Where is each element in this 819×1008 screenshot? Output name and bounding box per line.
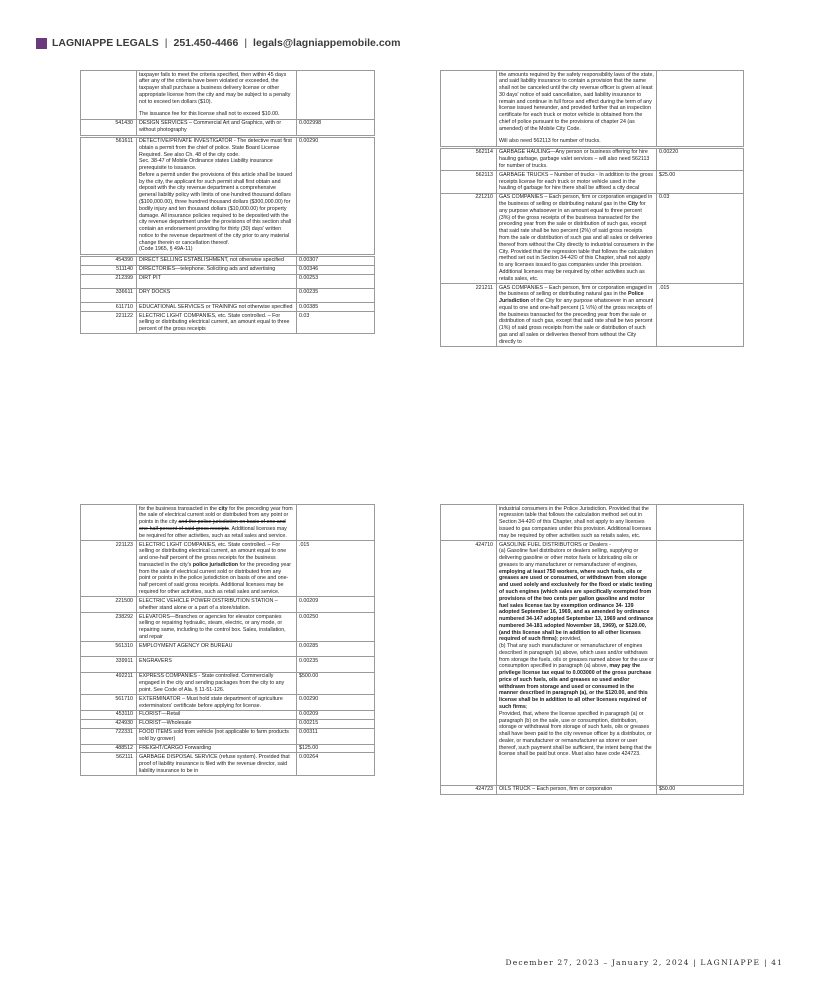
row-description: EMPLOYMENT AGENCY OR BUREAU — [137, 642, 297, 657]
row-description: taxpayer fails to meet the criteria specified, then within 45 days after any of the criteria have been violated or exceeded, the taxpayer shall purchase a business delivery license or other appropriate license from the city and may be subject to a penalty not to exceed ten dollars ($10). — [139, 71, 291, 105]
row-description: (a) Gasoline fuel distributors or dealers selling, supplying or delivering gasoline or other motor fuels or lubricating oils or greases to any manufacturer or remanufacturer of engines, employing at least 750 workers, where such fuels, oils or greases are used or consumed, or withdrawn from storage and used solely and exclusively for the fixed or static testing of such engines (which sales are specifically exempted from provisions of the two cents per gallon gasoline and motor fuel sales license tax by exemption ordinance 34- 139 adopted September 16, 1969, and as amended by ordinance numbered 34-147 adopted September 13, 1969 and ordinance numbered 34-181 adopted November 18, 1969), or $120.00, (and this license shall be in addition to all other licenses required of such firms); provided, — [499, 548, 654, 643]
row-description: GARBAGE HAULING—Any person or business offering for hire hauling garbage, garbage valet services – will also need 562113 for number of trucks. — [497, 148, 657, 170]
table-row — [441, 785, 744, 794]
page-header — [36, 36, 400, 50]
table-row — [81, 753, 375, 775]
row-description: ELECTRIC LIGHT COMPANIES, etc. State controlled. – For selling or distributing electrical current, an amount equal to three percent of the gross receipts — [137, 311, 297, 333]
table-row — [441, 505, 744, 541]
row-rate: .015 — [297, 541, 375, 597]
row-rate: 0.00215 — [297, 719, 375, 728]
row-code: 238292 — [81, 613, 137, 642]
row-description: GARBAGE DISPOSAL SERVICE (refuse system). Provided that proof of liability insurance is filed with the revenue director, said liability insurance to be in — [137, 753, 297, 775]
header-email[interactable]: legals@lagniappemobile.com — [253, 37, 401, 49]
row-rate: 0.00235 — [297, 288, 375, 302]
table-row — [81, 657, 375, 672]
row-code: 424710 — [441, 541, 497, 786]
row-code: 221123 — [81, 541, 137, 597]
row-rate: $50.00 — [657, 785, 744, 794]
row-rate: 0.00385 — [297, 302, 375, 311]
license-table-bottom-left — [80, 504, 375, 776]
row-rate: 0.00250 — [297, 613, 375, 642]
table-row — [81, 288, 375, 302]
footer-separator: | — [693, 958, 697, 967]
row-description: Will also need 562113 for number of trucks. — [499, 138, 601, 145]
row-description: FREIGHT/CARGO Forwarding — [137, 744, 297, 753]
row-code: 424930 — [81, 719, 137, 728]
table-row — [81, 311, 375, 333]
table-row — [81, 695, 375, 711]
row-code: 511140 — [81, 265, 137, 274]
row-code: 221211 — [441, 283, 497, 346]
row-description: for the business transacted in the city for the preceding year from the sale of electrical current sold or distributed from any point or points in the city and the police jurisdiction on basis of one and one-half percent of said gross receipts. Additional licenses may be required for other activities, such as retail sales and service. — [139, 505, 293, 539]
row-rate: 0.00285 — [297, 642, 375, 657]
row-code: 453110 — [81, 710, 137, 719]
header-brand: LAGNIAPPE LEGALS — [52, 37, 159, 49]
row-description: DIRT PIT — [137, 274, 297, 288]
table-row — [81, 710, 375, 719]
row-rate: .015 — [657, 283, 744, 346]
row-description: FOOD ITEMS sold from vehicle (not applicable to farm products sold by grower) — [137, 728, 297, 744]
row-description: GARBAGE TRUCKS – Number of trucks - In addition to the gross receipts license for each truck or motor vehicle used in the hauling of garbage for hire there shall be affixed a city decal — [497, 171, 657, 193]
row-rate: $25.00 — [657, 171, 744, 193]
row-description: EXPRESS COMPANIES - State controlled. Commercially engaged in the city and sending packages from the city to any point. See Code of Ala. § 11-51-126. — [137, 672, 297, 694]
table-row — [441, 193, 744, 283]
row-rate: 0.00209 — [297, 710, 375, 719]
table-row — [81, 642, 375, 657]
table-row — [81, 137, 375, 254]
row-code: 561710 — [81, 695, 137, 711]
table-row — [81, 274, 375, 288]
row-description: ELECTRIC LIGHT COMPANIES, etc. State controlled. – For selling or distributing electrical current, an amount equal to one and one-half percent of the gross receipts for the business transacted in the city's police jurisdiction for the preceding year from the sale of electrical current sold or distributed from any point or points in the police jurisdiction on basis of one and one-half percent of said gross receipts. Additional licenses may be required for other activities, such as retail sales and service. — [139, 541, 292, 595]
row-rate: 0.002998 — [297, 119, 375, 135]
page-number: 41 — [771, 958, 783, 967]
row-description: the amounts required by the safety responsibility laws of the state, and said liability insurance to contain a provision that the same shall not be canceled until the city revenue officer is given at least 30 days' notice of said cancellation, said liability insurance to remain and continue in full force and effect during the term of any license issued hereunder, and provided further that an inspection certificate for each truck or motor vehicle is obtained from the chief of police pursuant to the provisions of chapter 24 (as amended) of the Mobile City Code. — [499, 71, 654, 132]
row-rate: 0.03 — [657, 193, 744, 283]
row-code: 424723 — [441, 785, 497, 794]
table-row — [81, 256, 375, 265]
license-table-top-right — [440, 70, 744, 347]
row-code: 221210 — [441, 193, 497, 283]
row-description: Provided, that, where the license specified in paragraph (a) or paragraph (b) on the sale, use or consumption, distribution, storage or withdrawal from storage of such fuels, oils or greases shall have been paid to the city revenue officer by a distributor, or dealer, or manufacturer or remanufacturer as storer or user thereof, such payment shall be sufficient, the intent being that the license shall be paid but once. Must also have code 424723. — [499, 710, 652, 758]
row-rate: 0.00220 — [657, 148, 744, 170]
row-code: 722331 — [81, 728, 137, 744]
row-code: 336611 — [81, 288, 137, 302]
row-description: (Code 1965, § 49A-11) — [139, 246, 193, 253]
row-description: Additional licenses may be required by other activities such as retails sales, etc. — [499, 268, 645, 282]
row-code: 339911 — [81, 657, 137, 672]
row-description: EXTERMINATOR – Must hold state department of agriculture exterminators' certificate before applying for license. — [137, 695, 297, 711]
table-row — [81, 744, 375, 753]
row-description: DESIGN SERVICES – Commercial Art and Graphics, with or without photography — [137, 119, 297, 135]
row-code: 541430 — [81, 119, 137, 135]
row-rate: $500.00 — [297, 672, 375, 694]
footer-brand: LAGNIAPPE — [700, 958, 761, 967]
table-row — [81, 71, 375, 120]
row-description: FLORIST—Wholesale — [137, 719, 297, 728]
license-table-bottom-right — [440, 504, 744, 795]
table-row — [81, 505, 375, 541]
row-code: 488512 — [81, 744, 137, 753]
header-separator: | — [164, 37, 168, 49]
row-description: ELECTRIC VEHICLE POWER DISTRIBUTION STATION – whether stand alone or a part of a store/station. — [137, 597, 297, 613]
row-description: EDUCATIONAL SERVICES or TRAINING not otherwise specified — [137, 302, 297, 311]
table-row — [441, 541, 744, 786]
page-footer — [506, 958, 783, 967]
row-rate: $125.00 — [297, 744, 375, 753]
table-row — [81, 119, 375, 135]
row-description: DRY DOCKS — [137, 288, 297, 302]
row-code: 562111 — [81, 753, 137, 775]
row-code: 611710 — [81, 302, 137, 311]
row-code: 212399 — [81, 274, 137, 288]
row-code: 454390 — [81, 256, 137, 265]
row-rate: 0.00264 — [297, 753, 375, 775]
table-row — [81, 719, 375, 728]
row-description: DIRECTORIES—telephone. Soliciting ads and advertising — [137, 265, 297, 274]
row-description: industrial consumers in the Police Jurisdiction. Provided that the regression table that follows the calculation method set out in Section 34-42© of this Chapter, shall not apply to any licenses issued to gas companies under this provision. Additional licenses may be required by other activities such as retails sales, etc. — [497, 505, 657, 541]
row-description: Before a permit under the provisions of this article shall be issued by the city, the applicant for such permit shall first obtain and deposit with the city revenue department a comprehensive general liability policy with limits of one hundred thousand dollars ($100,000.00), three hundred thousand dollars ($300,000.00) for bodily injury and ten thousand dollars ($10,000.00) for property damage. All insurance policies required to be deposited with the city revenue department under the provisions of this section shall contain an endorsement providing for thirty (30) days' written notice to the revenue department of the city prior to any material change therein or cancellation thereof. — [139, 171, 293, 246]
row-description: GASOLINE FUEL DISTRIBUTORS or Dealers - — [499, 541, 611, 548]
row-description: (b) That any such manufacturer or remanufacturer of engines described in paragraph (a) above, which uses and/or withdraws from storage the fuels, oils or greases named above for the use or consumption specified in paragraph (a) above, may pay the privilege license tax equal to 0.003000 of the gross purchase price of such fuels, oils and greases so used and/or withdrawn from storage and used or consumed in the manner described in paragraph (a), or the $120.00, and this license shall be in addition to all other licenses required of such firms; — [499, 643, 654, 710]
table-row — [81, 597, 375, 613]
row-code: 221122 — [81, 311, 137, 333]
row-description: ENGRAVERS — [137, 657, 297, 672]
row-code: 561310 — [81, 642, 137, 657]
row-rate: 0.00209 — [297, 597, 375, 613]
row-description: ELEVATORS—Branches or agencies for elevator companies selling or repairing hydraulic, steam, electric, or any mode, or repairing same, including to the control box. Sales, installation, and repair — [137, 613, 297, 642]
table-row — [81, 302, 375, 311]
row-rate: 0.00311 — [297, 728, 375, 744]
row-description: The issuance fee for this license shall not to exceed $10.00. — [139, 111, 280, 118]
row-rate: 0.00235 — [297, 657, 375, 672]
table-row — [81, 672, 375, 694]
row-rate: 0.03 — [297, 311, 375, 333]
row-code: 562114 — [441, 148, 497, 170]
row-description: Sec. 38-47 of Mobile Ordinance states Liability insurance prerequisite to issuance. — [139, 158, 273, 172]
footer-separator: | — [763, 958, 768, 967]
row-rate: 0.00307 — [297, 256, 375, 265]
row-description: GAS COMPANIES – Each person, firm or corporation engaged in the business of selling or distributing natural gas in the Police Jurisdiction of the City for any purpose whatsoever in an amount equal to one and one-half percent (1 ½%) of the gross receipts of the business transacted for the preceding year from the sale or distribution of such gas, except that said rate shall be two percent (1%) of said gross receipts from the sale or distribution of such gas and all sales or deliveries thereof from without the City directly to — [499, 284, 654, 345]
table-row — [441, 71, 744, 147]
row-description: DIRECT SELLING ESTABLISHMENT, not otherwise specified — [137, 256, 297, 265]
row-code: 562113 — [441, 171, 497, 193]
header-phone[interactable]: 251.450-4466 — [173, 37, 239, 49]
row-description: GAS COMPANIES – Each person, firm or corporation engaged in the business of selling or distributing natural gas in the City for any purpose whatsoever in an amount equal to three percent (3%) of the gross receipts of the business transacted for the preceding year from the sale or distribution of such gas, except that said rate shall be two percent (2%) of said gross receipts from the sale or distribution of such gas and all sales or deliveries thereof from without the City directly to industrial consumers in the City. Provided that the regression table that follows the calculation method set out in Section 34-42© of this Chapter, shall not apply to any licenses issued to gas companies under this provision. — [499, 194, 654, 269]
row-code: 561611 — [81, 137, 137, 254]
row-description: OILS TRUCK – Each person, firm or corporation — [497, 785, 657, 794]
table-row — [81, 265, 375, 274]
table-row — [81, 728, 375, 744]
row-rate: 0.00290 — [297, 695, 375, 711]
row-description: FLORIST—Retail — [137, 710, 297, 719]
row-rate: 0.00290 — [297, 137, 375, 254]
table-row — [81, 613, 375, 642]
row-rate: 0.00346 — [297, 265, 375, 274]
table-row — [441, 283, 744, 346]
header-separator: | — [244, 37, 248, 49]
row-code: 492211 — [81, 672, 137, 694]
table-row — [441, 171, 744, 193]
row-description: DETECTIVE/PRIVATE INVESTIGATOR - The detective must first obtain a permit from the chief of police. State Board License Required. See also Ch. 48 of the city code. — [139, 138, 292, 158]
table-row — [441, 148, 744, 170]
brand-square-icon — [36, 38, 47, 49]
row-code: 221500 — [81, 597, 137, 613]
footer-date-range: December 27, 2023 – January 2, 2024 — [505, 958, 690, 967]
row-rate: 0.00253 — [297, 274, 375, 288]
license-table-top-left — [80, 70, 375, 334]
table-row — [81, 541, 375, 597]
